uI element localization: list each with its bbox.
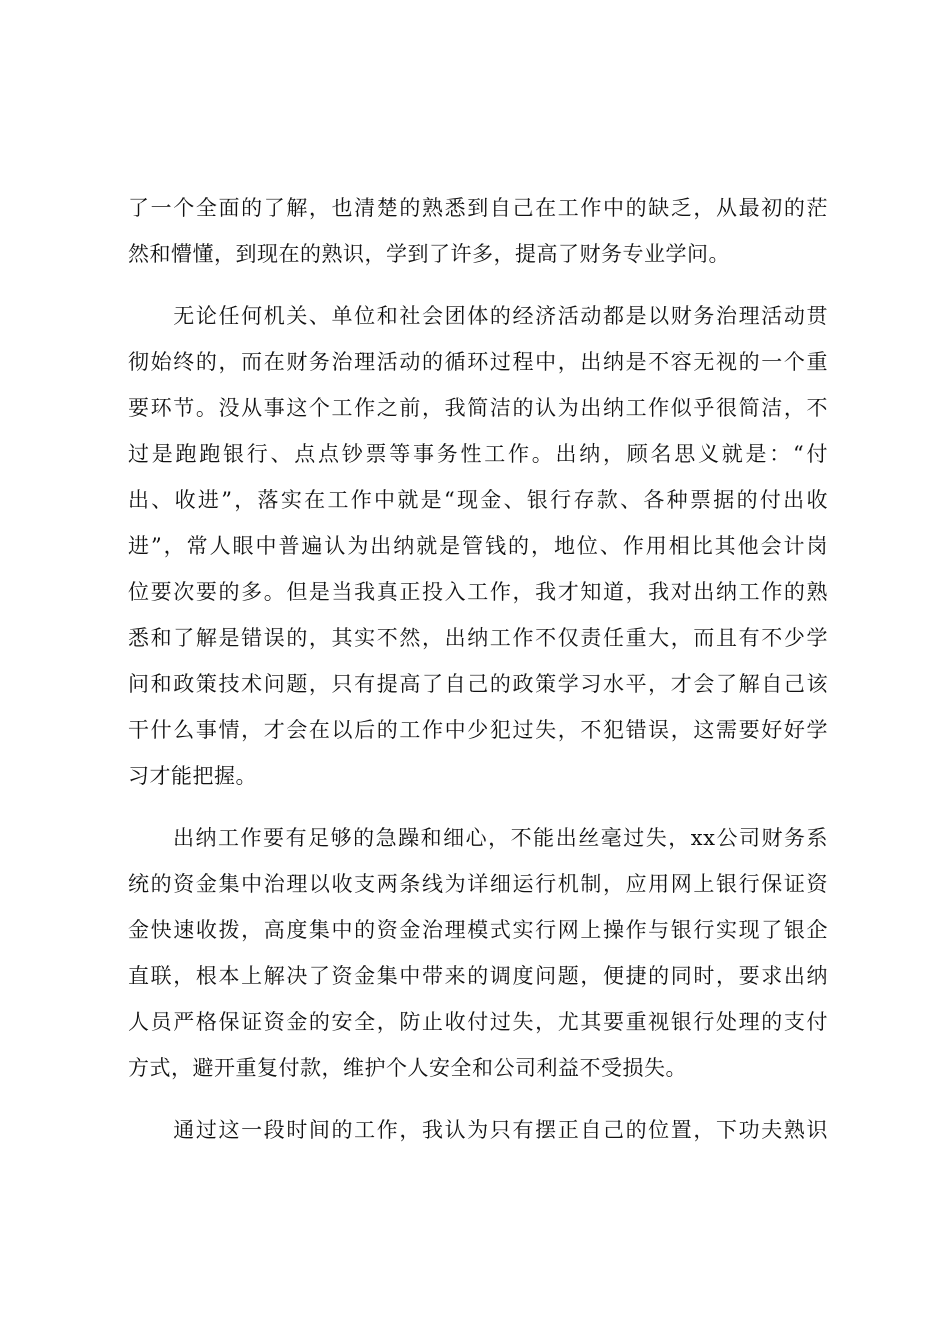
paragraph-4 <box>128 1107 828 1153</box>
paragraph-3 <box>128 815 828 1091</box>
text-line: 问和政策技术问题，只有提高了自己的政策学习水平，才会了解自己该 <box>128 672 828 696</box>
text-line: 通过这一段时间的工作，我认为只有摆正自己的位置，下功夫熟识 <box>128 1118 828 1142</box>
text-line: 方式，避开重复付款，维护个人安全和公司利益不受损失。 <box>128 1056 687 1080</box>
text-line: 人员严格保证资金的安全，防止收付过失，尤其要重视银行处理的支付 <box>128 1010 828 1034</box>
text-line: 悉和了解是错误的，其实不然，出纳工作不仅责任重大，而且有不少学 <box>128 626 828 650</box>
document-body <box>128 185 828 1153</box>
text-line: 进”，常人眼中普遍认为出纳就是管钱的，地位、作用相比其他会计岗 <box>128 534 828 558</box>
text-line: 无论任何机关、单位和社会团体的经济活动都是以财务治理活动贯 <box>128 304 828 328</box>
text-line: 金快速收拨，高度集中的资金治理模式实行网上操作与银行实现了银企 <box>128 918 828 942</box>
text-line: 统的资金集中治理以收支两条线为详细运行机制，应用网上银行保证资 <box>128 872 828 896</box>
paragraph-1 <box>128 185 828 277</box>
text-line: 然和懵懂，到现在的熟识，学到了许多，提高了财务专业学问。 <box>128 242 730 266</box>
text-line: 出纳工作要有足够的急躁和细心，不能出丝毫过失，xx公司财务系 <box>128 826 828 850</box>
text-line: 彻始终的，而在财务治理活动的循环过程中，出纳是不容无视的一个重 <box>128 350 828 374</box>
paragraph-2 <box>128 293 828 799</box>
text-line: 直联，根本上解决了资金集中带来的调度问题，便捷的同时，要求出纳 <box>128 964 828 988</box>
text-line: 习才能把握。 <box>128 764 257 788</box>
text-line: 位要次要的多。但是当我真正投入工作，我才知道，我对出纳工作的熟 <box>128 580 828 604</box>
text-line: 干什么事情，才会在以后的工作中少犯过失，不犯错误，这需要好好学 <box>128 718 828 742</box>
text-line: 要环节。没从事这个工作之前，我简洁的认为出纳工作似乎很简洁，不 <box>128 396 828 420</box>
text-line: 过是跑跑银行、点点钞票等事务性工作。出纳，顾名思义就是：“付 <box>128 442 828 466</box>
text-line: 了一个全面的了解，也清楚的熟悉到自己在工作中的缺乏，从最初的茫 <box>128 196 828 220</box>
text-line: 出、收进”，落实在工作中就是“现金、银行存款、各种票据的付出收 <box>128 488 828 512</box>
